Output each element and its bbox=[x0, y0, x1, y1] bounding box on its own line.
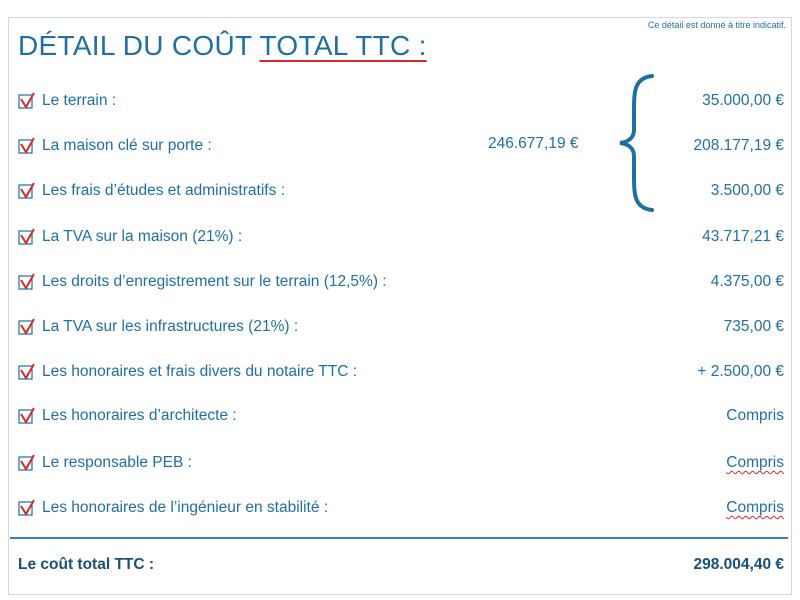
cost-item-label: La TVA sur les infrastructures (21%) : bbox=[42, 318, 299, 335]
total-value: 298.004,40 € bbox=[693, 556, 784, 573]
cost-item-row bbox=[18, 90, 784, 114]
title-underlined: TOTAL TTC : bbox=[259, 30, 427, 61]
cost-item-label: Le terrain : bbox=[42, 92, 117, 109]
checked-box-icon bbox=[18, 228, 36, 246]
cost-item-label: Le responsable PEB : bbox=[42, 454, 192, 471]
curly-brace-icon bbox=[612, 72, 660, 214]
checked-box-icon bbox=[18, 363, 36, 381]
total-label: Le coût total TTC : bbox=[18, 556, 155, 573]
checked-box-icon bbox=[18, 182, 36, 200]
cost-item-value: 3.500,00 € bbox=[710, 182, 784, 199]
cost-item-value: + 2.500,00 € bbox=[697, 363, 784, 380]
checked-box-icon bbox=[18, 92, 36, 110]
title-prefix: DÉTAIL DU COÛT bbox=[18, 30, 260, 61]
cost-item-row bbox=[18, 135, 784, 159]
cost-item-row bbox=[18, 452, 784, 476]
disclaimer-note: Ce détail est donné à titre indicatif. bbox=[647, 20, 786, 30]
page-title bbox=[18, 30, 427, 62]
cost-item-row bbox=[18, 180, 784, 204]
checked-box-icon bbox=[18, 454, 36, 472]
cost-item-row bbox=[18, 271, 784, 295]
cost-item-label: Les honoraires et frais divers du notaire TTC : bbox=[42, 363, 358, 380]
checked-box-icon bbox=[18, 318, 36, 336]
cost-item-value: Compris bbox=[726, 407, 784, 424]
cost-item-label: Les honoraires d’architecte : bbox=[42, 407, 237, 424]
cost-item-row bbox=[18, 405, 784, 429]
cost-item-value: 735,00 € bbox=[723, 318, 784, 335]
checked-box-icon bbox=[18, 273, 36, 291]
cost-item-label: Les droits d’enregistrement sur le terrain (12,5%) : bbox=[42, 273, 387, 290]
cost-item-label: La TVA sur la maison (21%) : bbox=[42, 228, 243, 245]
cost-item-label: Les honoraires de l’ingénieur en stabilité : bbox=[42, 499, 329, 516]
cost-item-value: 43.717,21 € bbox=[702, 228, 784, 245]
cost-item-row bbox=[18, 361, 784, 385]
cost-item-value: Compris bbox=[726, 454, 784, 471]
cost-item-value: 4.375,00 € bbox=[710, 273, 784, 290]
cost-item-value: Compris bbox=[726, 499, 784, 516]
total-divider bbox=[10, 537, 788, 539]
cost-item-label: La maison clé sur porte : bbox=[42, 137, 212, 154]
checked-box-icon bbox=[18, 499, 36, 517]
cost-item-label: Les frais d’études et administratifs : bbox=[42, 182, 285, 199]
subtotal-value: 246.677,19 € bbox=[488, 135, 579, 152]
cost-item-row bbox=[18, 316, 784, 340]
checked-box-icon bbox=[18, 137, 36, 155]
checked-box-icon bbox=[18, 407, 36, 425]
cost-item-row bbox=[18, 226, 784, 250]
cost-item-value: 208.177,19 € bbox=[693, 137, 784, 154]
cost-item-value: 35.000,00 € bbox=[702, 92, 784, 109]
cost-item-row bbox=[18, 497, 784, 521]
